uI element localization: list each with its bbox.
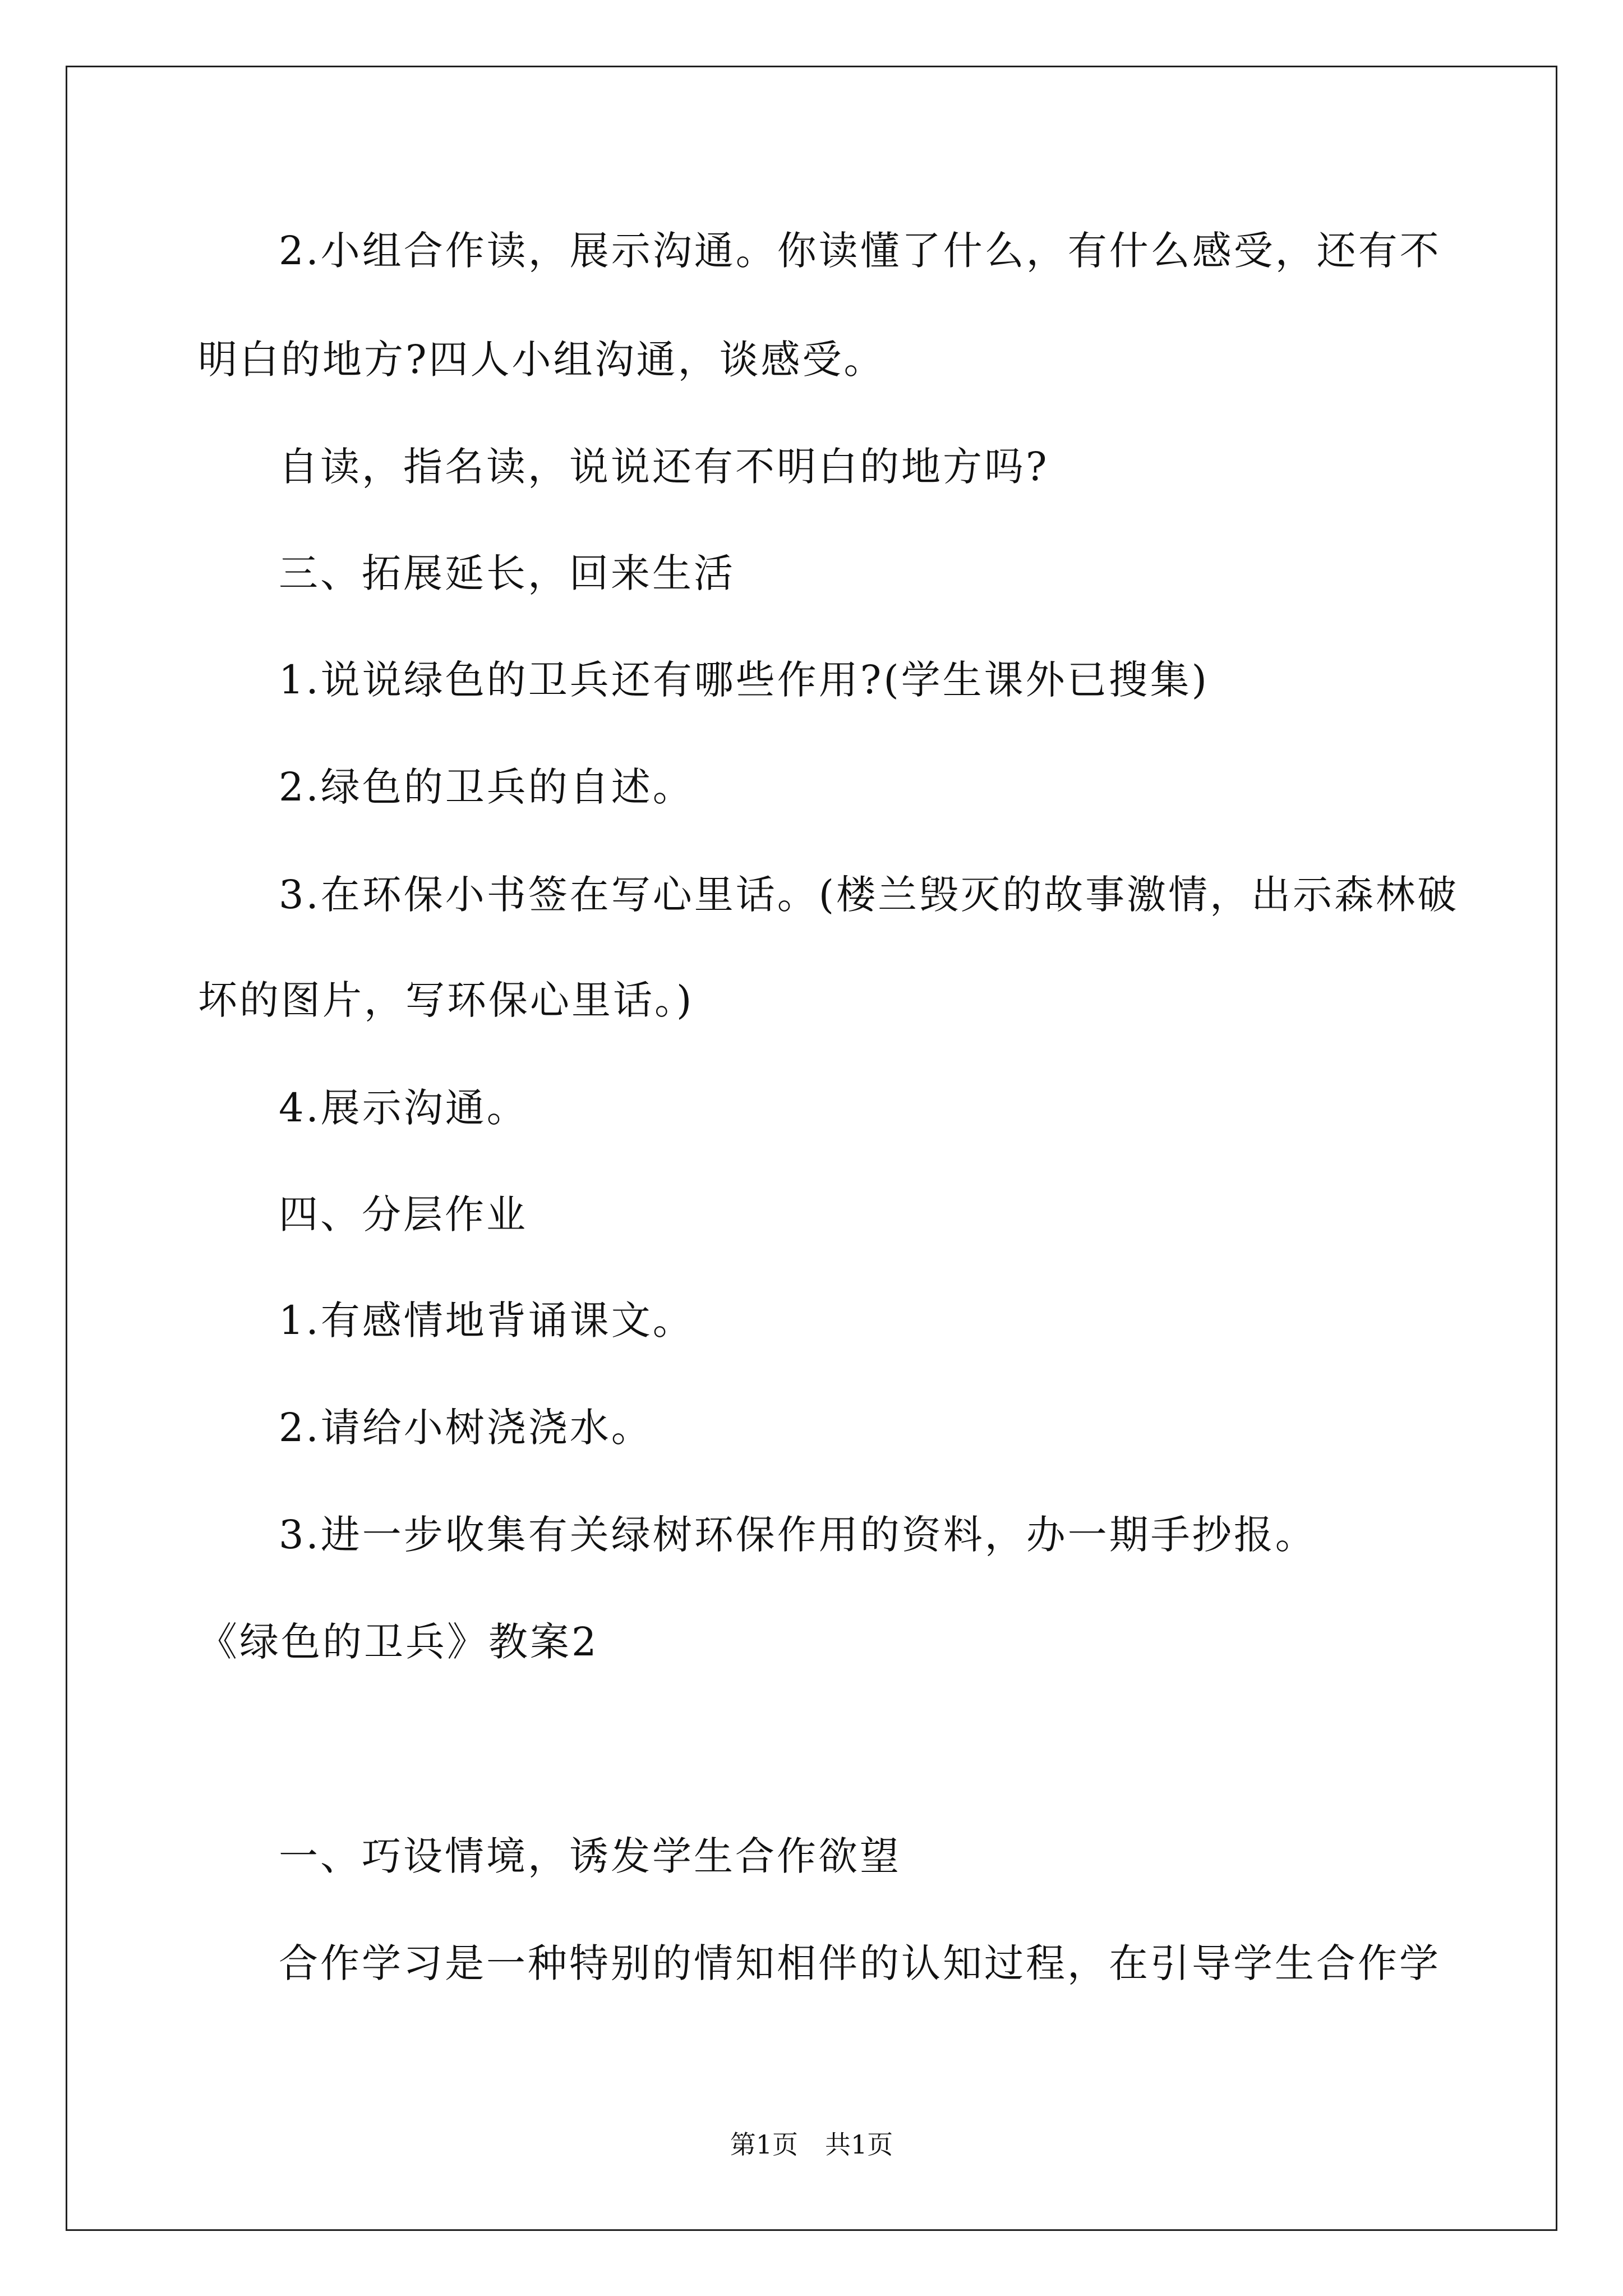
section-heading: 四、分层作业: [279, 1191, 528, 1237]
paragraph-line: 合作学习是一种特别的情知相伴的认知过程，在引导学生合作学: [279, 1940, 1441, 1986]
section-heading: 三、拓展延长，回来生活: [279, 550, 735, 596]
paragraph-line: 2.请给小树浇浇水。: [279, 1405, 653, 1451]
paragraph-line: 坏的图片，写环保心里话。): [198, 977, 694, 1023]
paragraph-line: 3.在环保小书签在写心里话。(楼兰毁灭的故事激情，出示森林破: [279, 872, 1459, 918]
document-title: 《绿色的卫兵》教案2: [198, 1619, 599, 1665]
paragraph-line: 自读，指名读，说说还有不明白的地方吗?: [279, 444, 1049, 490]
paragraph-line: 明白的地方?四人小组沟通，谈感受。: [198, 337, 886, 383]
page-number: 第1页: [730, 2129, 798, 2160]
paragraph-line: 3.进一步收集有关绿树环保作用的资料，办一期手抄报。: [279, 1512, 1317, 1558]
paragraph-line: 4.展示沟通。: [279, 1085, 528, 1131]
page-footer: [0, 2129, 1623, 2160]
paragraph-line: 1.有感情地背诵课文。: [279, 1297, 694, 1343]
total-pages: 共1页: [825, 2129, 893, 2160]
paragraph-line: 2.绿色的卫兵的自述。: [279, 764, 694, 810]
paragraph-line: 2.小组合作读，展示沟通。你读懂了什么，有什么感受，还有不: [279, 228, 1441, 274]
section-heading: 一、巧设情境，诱发学生合作欲望: [279, 1833, 901, 1879]
page-border: [66, 66, 1557, 2231]
paragraph-line: 1.说说绿色的卫兵还有哪些作用?(学生课外已搜集): [279, 657, 1209, 703]
